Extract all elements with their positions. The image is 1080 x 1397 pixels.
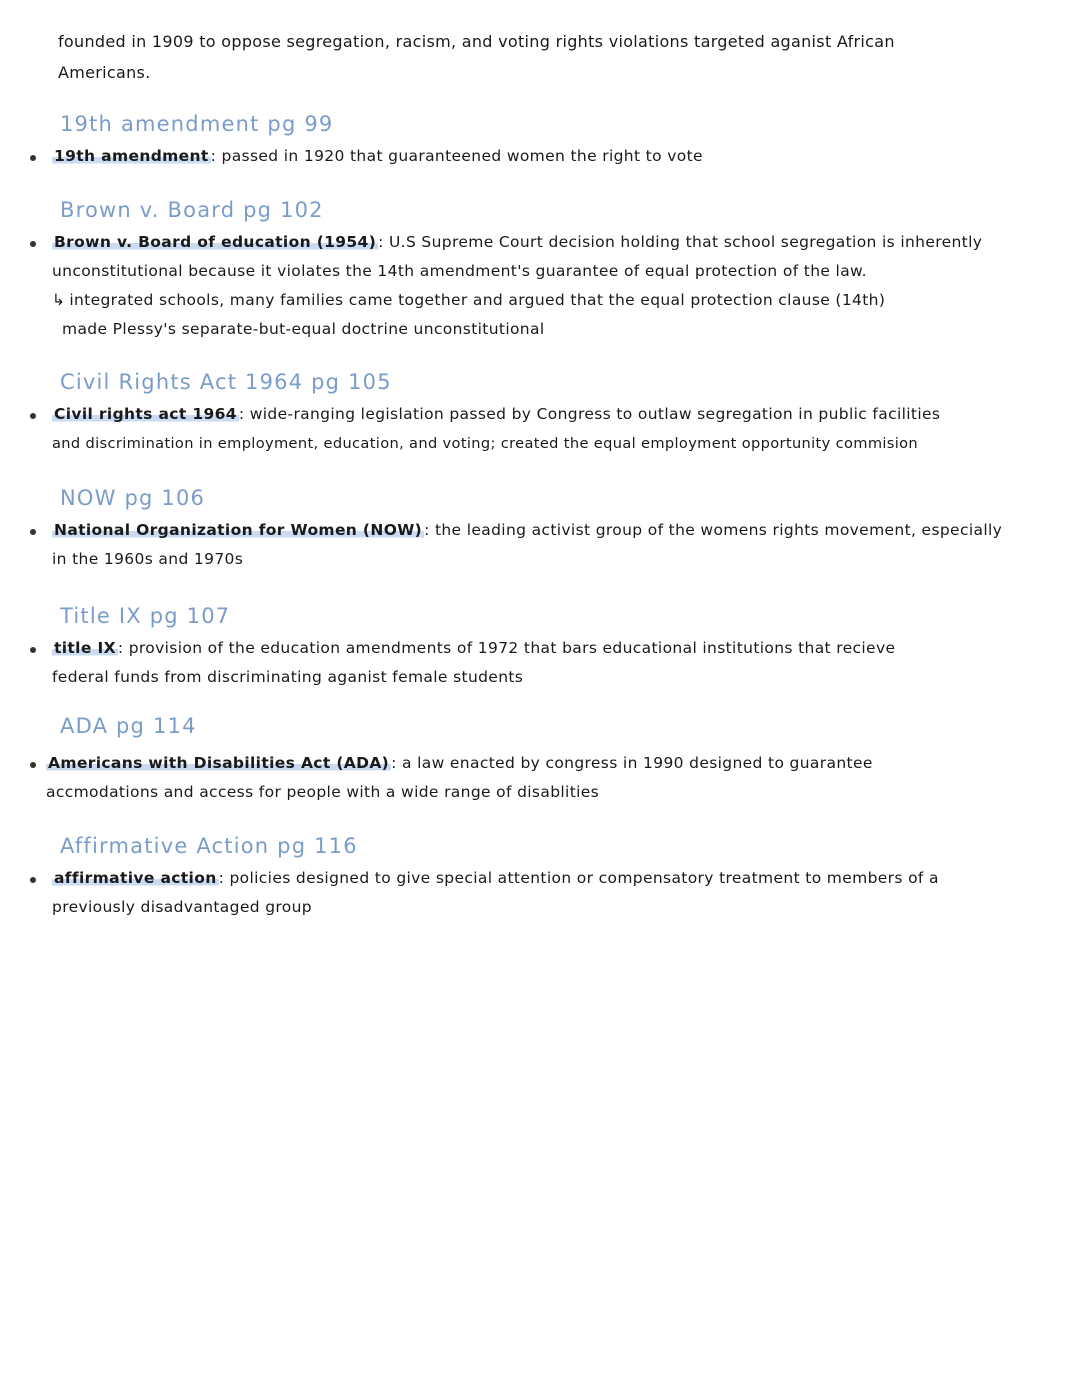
bullet-icon — [30, 413, 36, 419]
bullet-icon — [30, 529, 36, 535]
body-line — [52, 400, 1072, 429]
section-body — [52, 142, 1072, 171]
bullet-icon — [30, 241, 36, 247]
term-highlight: 19th amendment — [54, 147, 209, 165]
definition-text: : policies designed to give special attention or compensatory treatment to members of a — [218, 869, 939, 887]
definition-text: : a law enacted by congress in 1990 designed to guarantee — [391, 754, 873, 772]
intro-paragraph — [58, 26, 1048, 88]
section-body — [52, 228, 1072, 344]
body-line: in the 1960s and 1970s — [52, 550, 244, 568]
section-heading: NOW pg 106 — [60, 486, 206, 510]
definition-text: : provision of the education amendments of 1972 that bars educational institutions that recieve — [117, 639, 896, 657]
section-body — [46, 749, 1066, 807]
section-heading: Title IX pg 107 — [60, 604, 231, 628]
body-line — [52, 864, 1072, 893]
sub-arrow-icon: ↳ — [52, 291, 66, 309]
bullet-icon — [30, 877, 36, 883]
bullet-icon — [30, 647, 36, 653]
section-heading: Civil Rights Act 1964 pg 105 — [60, 370, 392, 394]
body-line — [52, 516, 1072, 545]
section-body — [52, 634, 1072, 692]
section-body — [52, 516, 1072, 574]
body-line — [52, 142, 1072, 171]
term-highlight: Americans with Disabilities Act (ADA) — [48, 754, 390, 772]
body-line: accmodations and access for people with a wide range of disablities — [46, 783, 600, 801]
definition-text: integrated schools, many families came together and argued that the equal protection clause (14th) — [69, 291, 886, 309]
term-highlight: Brown v. Board of education (1954) — [54, 233, 377, 251]
term-highlight: National Organization for Women (NOW) — [54, 521, 423, 539]
section-body — [52, 400, 1072, 458]
definition-text: : passed in 1920 that guaranteened women the right to vote — [210, 147, 703, 165]
body-line: previously disadvantaged group — [52, 898, 312, 916]
definition-text: : the leading activist group of the womens rights movement, especially — [424, 521, 1003, 539]
bullet-icon — [30, 155, 36, 161]
definition-text: : wide-ranging legislation passed by Congress to outlaw segregation in public facilities — [238, 405, 941, 423]
body-line — [52, 228, 1072, 257]
intro-line: founded in 1909 to oppose segregation, racism, and voting rights violations targeted aganist African — [58, 32, 895, 51]
section-heading: Brown v. Board pg 102 — [60, 198, 324, 222]
body-line: made Plessy's separate-but-equal doctrine unconstitutional — [62, 320, 545, 338]
term-highlight: affirmative action — [54, 869, 217, 887]
section-heading: Affirmative Action pg 116 — [60, 834, 358, 858]
section-heading: ADA pg 114 — [60, 714, 197, 738]
section-heading: 19th amendment pg 99 — [60, 112, 334, 136]
body-line: and discrimination in employment, education, and voting; created the equal employment opportunity commision — [52, 435, 919, 452]
bullet-icon — [30, 762, 36, 768]
body-line — [52, 634, 1072, 663]
body-line: unconstitutional because it violates the 14th amendment's guarantee of equal protection of the law. — [52, 262, 867, 280]
intro-line: Americans. — [58, 63, 151, 82]
body-line: federal funds from discriminating aganist female students — [52, 668, 524, 686]
body-line — [46, 749, 1066, 778]
section-body — [52, 864, 1072, 922]
body-line — [52, 286, 1072, 315]
term-highlight: title IX — [54, 639, 116, 657]
definition-text: : U.S Supreme Court decision holding that school segregation is inherently — [378, 233, 983, 251]
term-highlight: Civil rights act 1964 — [54, 405, 237, 423]
